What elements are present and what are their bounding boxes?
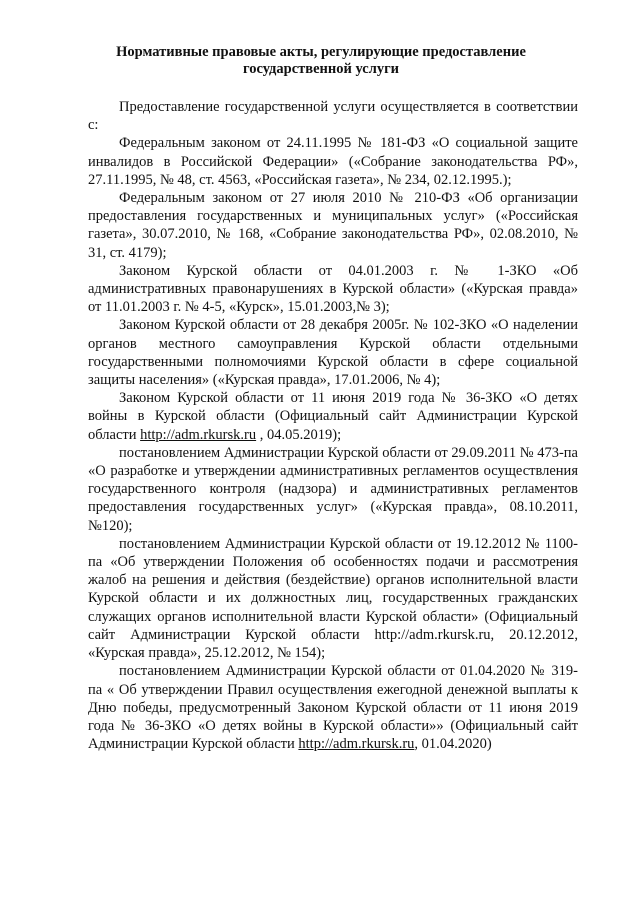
act-paragraph (88, 389, 578, 444)
act-paragraph: постановлением Администрации Курской области от 29.09.2011 № 473-па «О разработке и утверждении административных регламентов осуществления государственного контроля (надзора) и административных регламентов предоставления государственных услуг» («Курская правда», 08.10.2011, №120); (88, 444, 578, 534)
act-text: , 01.04.2020) (414, 736, 492, 753)
act-paragraph: постановлением Администрации Курской области от 19.12.2012 № 1100-па «Об утверждении Положения об особенностях подачи и рассмотрения жалоб на решения и действия (бездействие) органов исполнительной власти Курской области и их должностных лиц, государственных гражданских служащих органов исполнительной власти Курской области» (Официальный сайт Администрации Курской области http://adm.rkursk.ru, 20.12.2012, «Курская правда», 25.12.2012, № 154); (88, 535, 578, 662)
document-title: Нормативные правовые акты, регулирующие предоставление государственной услуги (116, 44, 526, 77)
act-text: , 04.05.2019); (256, 426, 342, 443)
act-paragraph: Федеральным законом от 27 июля 2010 № 210-ФЗ «Об организации предоставления государственных и муниципальных услуг» («Российская газета», 30.07.2010, № 168, «Собрание законодательства РФ», 02.08.2010, № 31, ст. 4179); (88, 190, 578, 261)
act-paragraph: Федеральным законом от 24.11.1995 № 181-ФЗ «О социальной защите инвалидов в Российской Федерации» («Собрание законодательства РФ», 27.11.1995, № 48, ст. 4563, «Российская газета», № 234, 02.12.1995.); (88, 135, 578, 188)
act-text: Законом Курской области от 11 июня 2019 года № 36-ЗКО «О детях войны в Курской области (Официальный сайт Администрации Курской области (88, 390, 578, 443)
intro-paragraph: Предоставление государственной услуги осуществляется в соответствии с: (88, 99, 578, 134)
adm-site-link[interactable]: http://adm.rkursk.ru (298, 736, 415, 753)
adm-site-link[interactable]: http://adm.rkursk.ru (140, 426, 257, 443)
act-paragraph: Законом Курской области от 28 декабря 2005г. № 102-ЗКО «О наделении органов местного самоуправления Курской области отдельными государственными полномочиями Курской области в сфере социальной защиты населения» («Курская правда», 17.01.2006, № 4); (88, 317, 578, 389)
document-body (88, 98, 578, 753)
act-paragraph: Законом Курской области от 04.01.2003 г. № 1-ЗКО «Об административных правонарушениях в Курской области» («Курская правда» от 11.01.2003 г. № 4-5, «Курск», 15.01.2003,№ 3); (88, 262, 578, 316)
act-text: постановлением Администрации Курской области от 01.04.2020 № 319-па « Об утверждении Правил осуществления ежегодной денежной выплаты к Дню победы, предусмотренный Законом Курской области от 11 июня 2019 года № 36-ЗКО «О детях войны в Курской области»» (Официальный сайт Администрации Курской области (88, 663, 578, 753)
act-paragraph (88, 662, 578, 753)
